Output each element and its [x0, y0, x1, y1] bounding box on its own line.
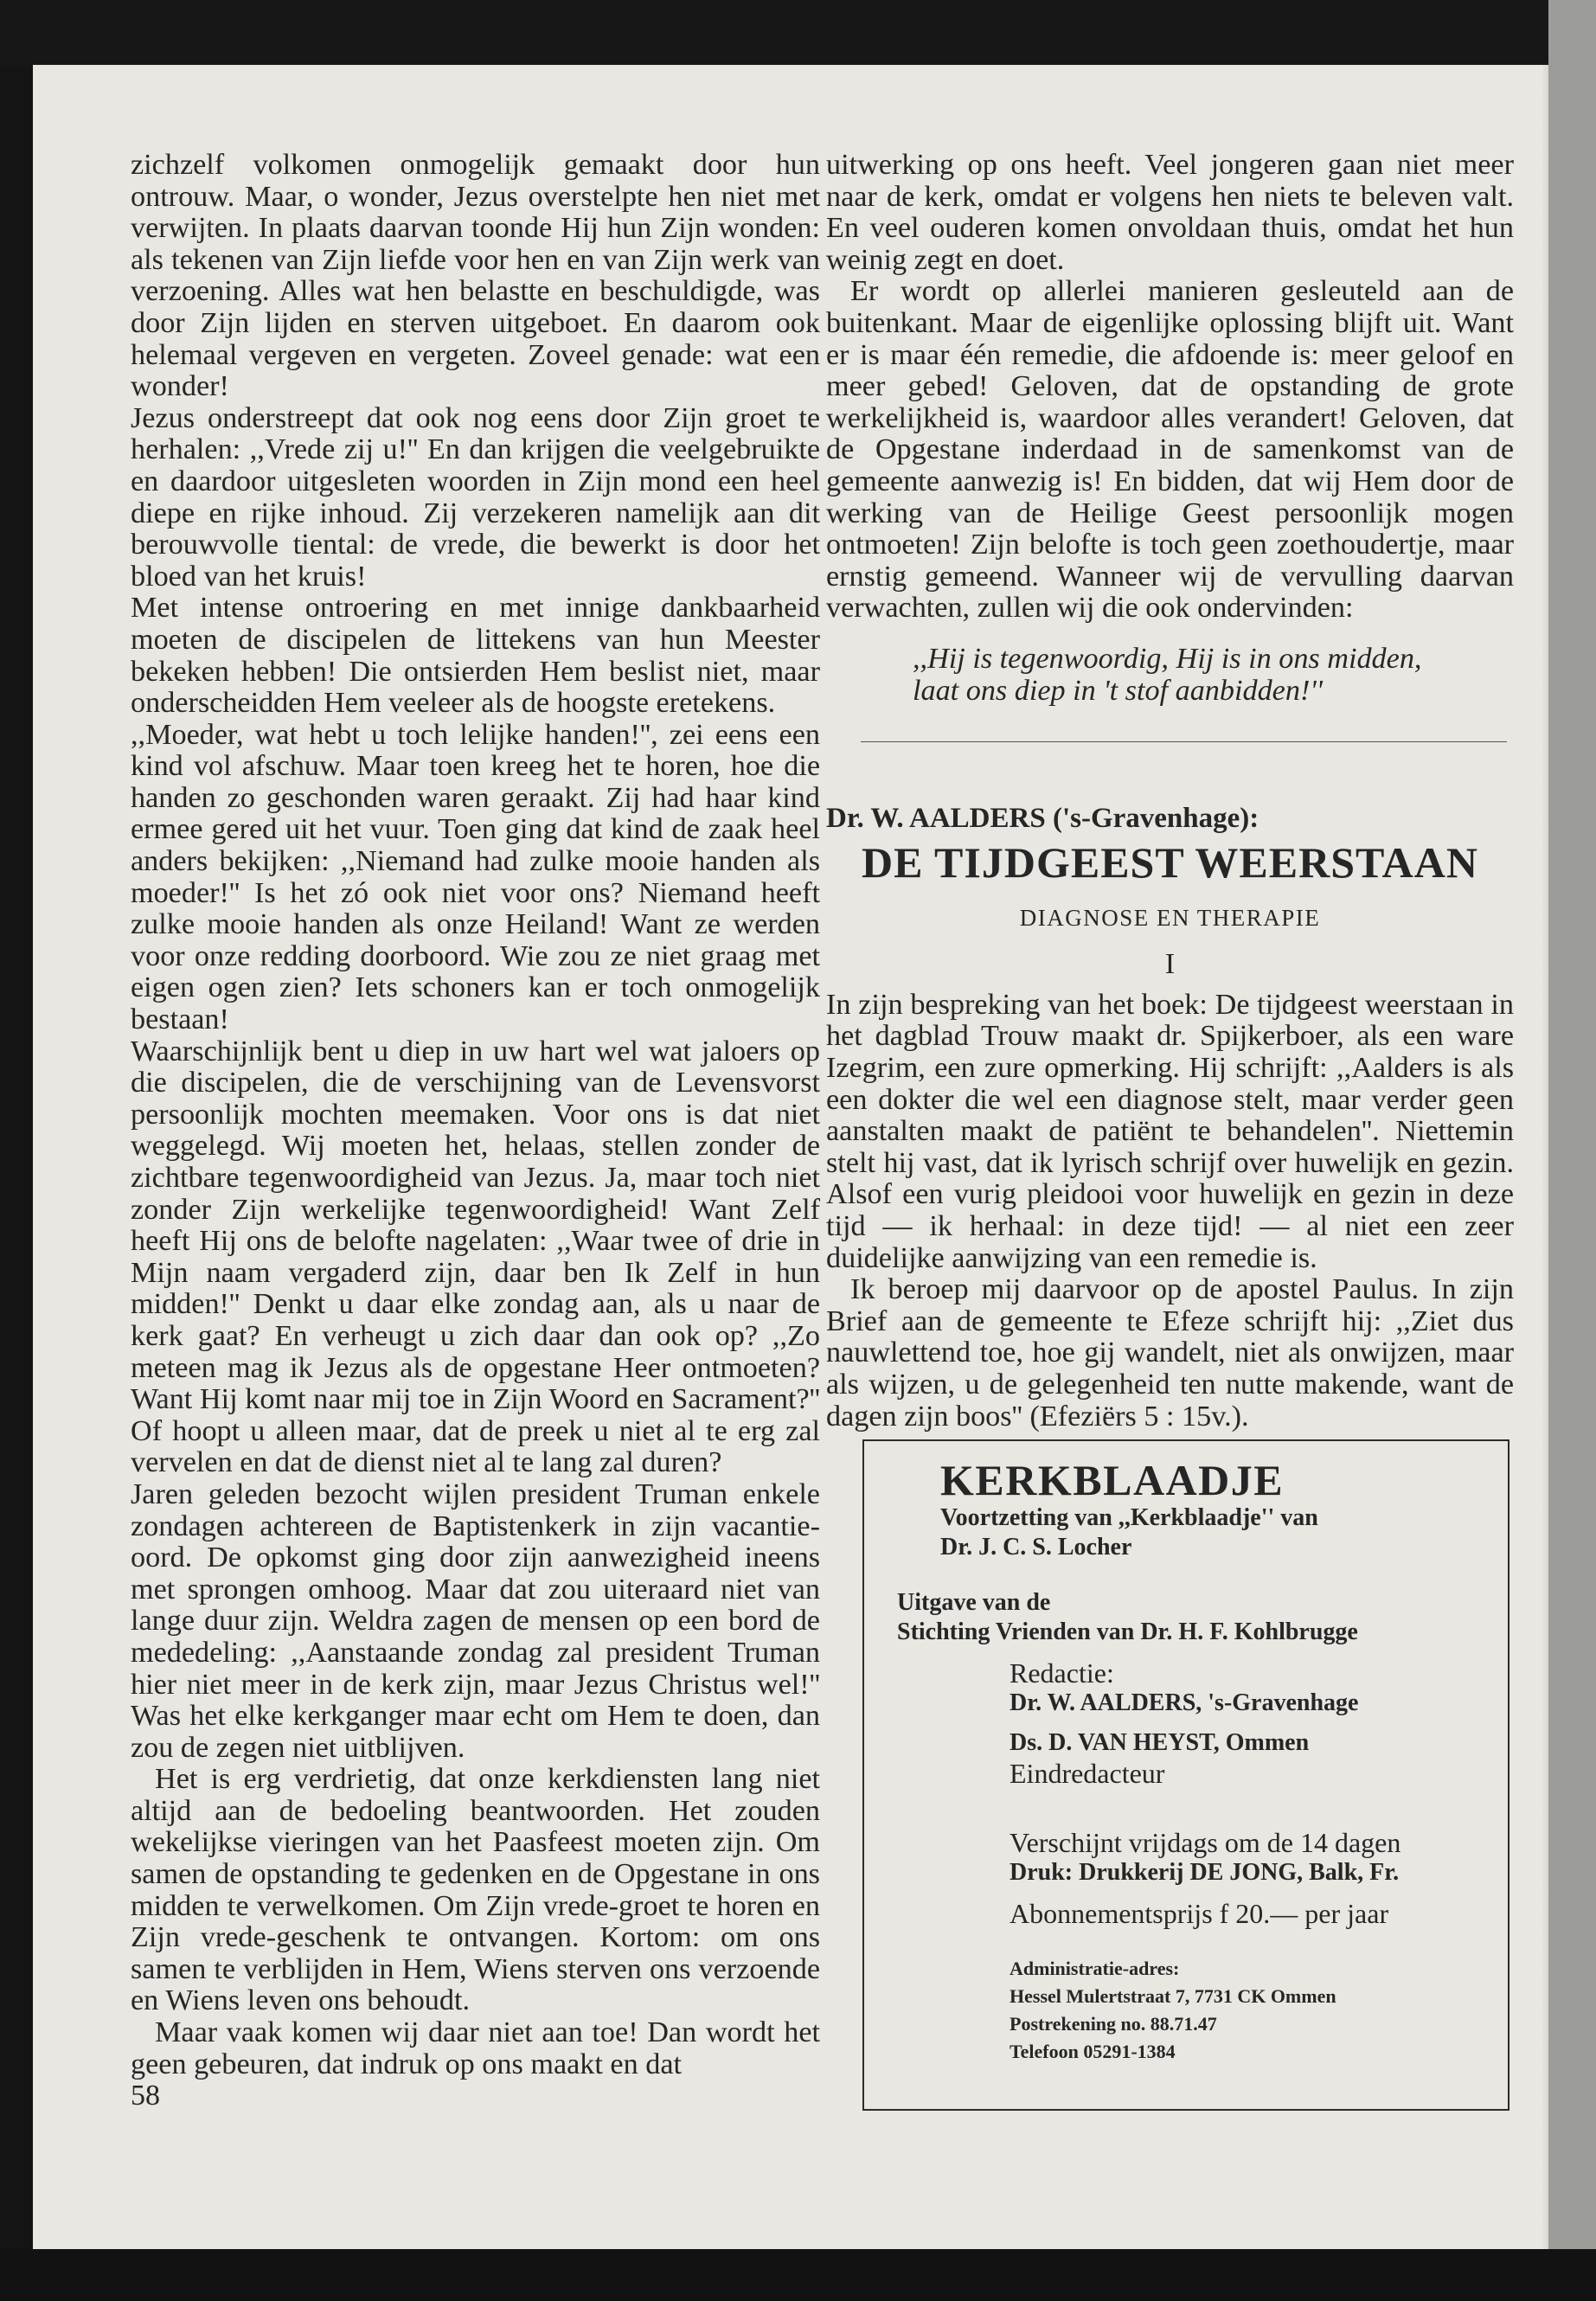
colophon-admin-label: Administratie-adres:: [1010, 1958, 1180, 1980]
magazine-page: [0, 65, 1548, 2249]
colophon-admin-phone: Telefoon 05291-1384: [1010, 2041, 1176, 2063]
paragraph: Het is erg verdrietig, dat onze kerkdiensten lang niet altijd aan de bedoeling beantwoorden. Het zouden wekelijkse vieringen van het Paasfeest moeten zijn. Om samen de opstanding te gedenken en de Opgestane in ons midden te verwelkomen. Om Zijn vrede-groet te horen en Zijn vrede-geschenk te ontvangen. Kortom: om ons samen te verblijden in Hem, Wiens sterven ons verzoende en Wiens leven ons behoudt.: [131, 1763, 820, 2017]
paragraph: Er wordt op allerlei manieren gesleuteld aan de buitenkant. Maar de eigenlijke oplossing blijft uit. Want er is maar één remedie, die afdoende is: meer geloof en meer gebed! Geloven, dat de opstanding de grote werkelijkheid is, waardoor alles verandert! Geloven, dat de Opgestane inderdaad in de samenkomst van de gemeente aanwezig is! En bidden, dat wij Hem door de werking van de Heilige Geest persoonlijk mogen ontmoeten! Zijn belofte is toch geen zoethoudertje, maar ernstig gemeend. Wanneer wij de vervulling daarvan verwachten, zullen wij die ook ondervinden:: [826, 275, 1514, 625]
colophon-publisher: Stichting Vrienden van Dr. H. F. Kohlbrugge: [897, 1618, 1358, 1646]
colophon-editors-label: Redactie:: [1010, 1657, 1114, 1689]
colophon-printer: Druk: Drukkerij DE JONG, Balk, Fr.: [1010, 1859, 1400, 1887]
colophon-admin-address: Hessel Mulertstraat 7, 7731 CK Ommen: [1010, 1985, 1336, 2008]
colophon-subscription: Abonnementsprijs f 20.— per jaar: [1010, 1898, 1389, 1930]
colophon-publisher: Uitgave van de: [897, 1589, 1051, 1617]
page-number: 58: [131, 2080, 160, 2112]
verse-line: laat ons diep in 't stof aanbidden!'': [913, 674, 1323, 707]
scan-border-right: [1548, 0, 1596, 2301]
paragraph: ,,Moeder, wat hebt u toch lelijke handen!'', zei eens een kind vol afschuw. Maar toen kreeg het te horen, hoe die handen zo geschonden waren geraakt. Zij had haar kind ermee gered uit het vuur. Toen ging dat kind de zaak heel anders bekijken: ,,Niemand had zulke mooie handen als moeder!'' Is het zó ook niet voor ons? Niemand heeft zulke mooie handen als onze Heiland! Want ze werden voor onze redding doorboord. Wie zou ze niet graag met eigen ogen zien? Iets schoners kan er toch onmogelijk bestaan!: [131, 718, 820, 1036]
right-column: [826, 150, 1514, 2111]
colophon-editor: Ds. D. VAN HEYST, Ommen: [1010, 1729, 1310, 1757]
colophon-editor-role: Eindredacteur: [1010, 1758, 1165, 1790]
left-column: [131, 150, 820, 2112]
paragraph: Maar vaak komen wij daar niet aan toe! Dan wordt het geen gebeuren, dat indruk op ons maakt en dat: [131, 2016, 820, 2080]
article-subtitle: DIAGNOSE EN THERAPIE: [1019, 904, 1321, 931]
quoted-verse: [826, 644, 1514, 707]
section-divider: [861, 741, 1507, 742]
colophon-box: [862, 1439, 1509, 2111]
paragraph: zichzelf volkomen onmogelijk gemaakt door hun ontrouw. Maar, o wonder, Jezus overstelpte hen niet met verwijten. In plaats daarvan toonde Hij hun Zijn wonden: als tekenen van Zijn liefde voor hen en van Zijn werk van verzoening. Alles wat hen belastte en beschuldigde, was door Zijn lijden en sterven uitgeboet. En daarom ook helemaal vergeven en vergeten. Zoveel genade: wat een wonder!: [131, 149, 820, 403]
paragraph: In zijn bespreking van het boek: De tijdgeest weerstaan in het dagblad Trouw maakt dr. Spijkerboer, als een ware Izegrim, een zure opmerking. Hij schrijft: ,,Aalders is als een dokter die wel een diagnose stelt, maar verder geen aanstalten maakt de patiënt te behandelen''. Niettemin stelt hij vast, dat ik lyrisch schrijf over huwelijk en gezin. Alsof een vurig pleidooi voor huwelijk en gezin in deze tijd — ik herhaal: in deze tijd! — al niet een zeer duidelijke aanwijzing van een remedie is.: [826, 988, 1514, 1274]
scan-border-bottom: [0, 2249, 1596, 2301]
paragraph: Waarschijnlijk bent u diep in uw hart wel wat jaloers op die discipelen, die de verschijning van de Levensvorst persoonlijk mochten meemaken. Voor ons is dat niet weggelegd. Wij moeten het, helaas, stellen zonder de zichtbare tegenwoordigheid van Jezus. Ja, maar toch niet zonder Zijn werkelijke tegenwoordigheid! Want Zelf heeft Hij ons de belofte nagelaten: ,,Waar twee of drie in Mijn naam vergaderd zijn, daar ben Ik Zelf in hun midden!'' Denkt u daar elke zondag aan, als u naar de kerk gaat? En verheugt u zich daar dan ook op? ,,Zo meteen mag ik Jezus als de opgestane Heer ontmoeten? Want Hij komt naar mij toe in Zijn Woord en Sacrament?'' Of hoopt u alleen maar, dat de preek u niet al te erg zal vervelen en dat de dienst niet al te lang zal duren?: [131, 1035, 820, 1479]
article-title: DE TIJDGEEST WEERSTAAN: [862, 837, 1478, 887]
paragraph: uitwerking op ons heeft. Veel jongeren gaan niet meer naar de kerk, omdat er volgens hen niets te beleven valt. En veel ouderen komen onvoldaan thuis, omdat het hun weinig zegt en doet.: [826, 149, 1514, 276]
colophon-continuation: Dr. J. C. S. Locher: [940, 1534, 1132, 1561]
article-byline: Dr. W. AALDERS ('s-Gravenhage):: [826, 803, 1259, 835]
colophon-title: KERKBLAADJE: [940, 1456, 1285, 1505]
colophon-frequency: Verschijnt vrijdags om de 14 dagen: [1010, 1827, 1401, 1859]
paragraph: Ik beroep mij daarvoor op de apostel Paulus. In zijn Brief aan de gemeente te Efeze schrijft hij: ,,Ziet dus nauwlettend toe, hoe gij wandelt, niet als onwijzen, maar als wijzen, u de gelegenheid ten nutte makende, want de dagen zijn boos'' (Efeziërs 5 : 15v.).: [826, 1273, 1514, 1433]
paragraph: Jezus onderstreept dat ook nog eens door Zijn groet te herhalen: ,,Vrede zij u!'' En dan krijgen die veelgebruikte en daardoor uitgesleten woorden in Zijn mond een heel diepe en rijke inhoud. Zij verzekeren namelijk aan dit berouwvolle tiental: de vrede, die bewerkt is door het bloed van het kruis!: [131, 401, 820, 593]
article-part-number: I: [1164, 948, 1176, 981]
colophon-continuation: Voortzetting van ,,Kerkblaadje'' van: [940, 1504, 1318, 1532]
colophon-admin-bank: Postrekening no. 88.71.47: [1010, 2013, 1217, 2035]
paragraph: Jaren geleden bezocht wijlen president Truman enkele zondagen achtereen de Baptistenkerk in zijn vacantie-oord. De opkomst ging door zijn aanwezigheid ineens met sprongen omhoog. Maar dat zou uiteraard niet van lange duur zijn. Weldra zagen de mensen op een bord de mededeling: ,,Aanstaande zondag zal president Truman hier niet meer in de kerk zijn, maar Jezus Christus wel!'' Was het elke kerkganger maar echt om Hem te doen, dan zou de zegen niet uitblijven.: [131, 1477, 820, 1764]
verse-line: ,,Hij is tegenwoordig, Hij is in ons midden,: [913, 642, 1422, 675]
scan-border-top: [0, 0, 1596, 65]
colophon-editor: Dr. W. AALDERS, 's-Gravenhage: [1010, 1689, 1359, 1717]
paragraph: Met intense ontroering en met innige dankbaarheid moeten de discipelen de littekens van hun Meester bekeken hebben! Die ontsierden Hem beslist niet, maar onderscheidden Hem veeleer als de hoogste eretekens.: [131, 592, 820, 720]
